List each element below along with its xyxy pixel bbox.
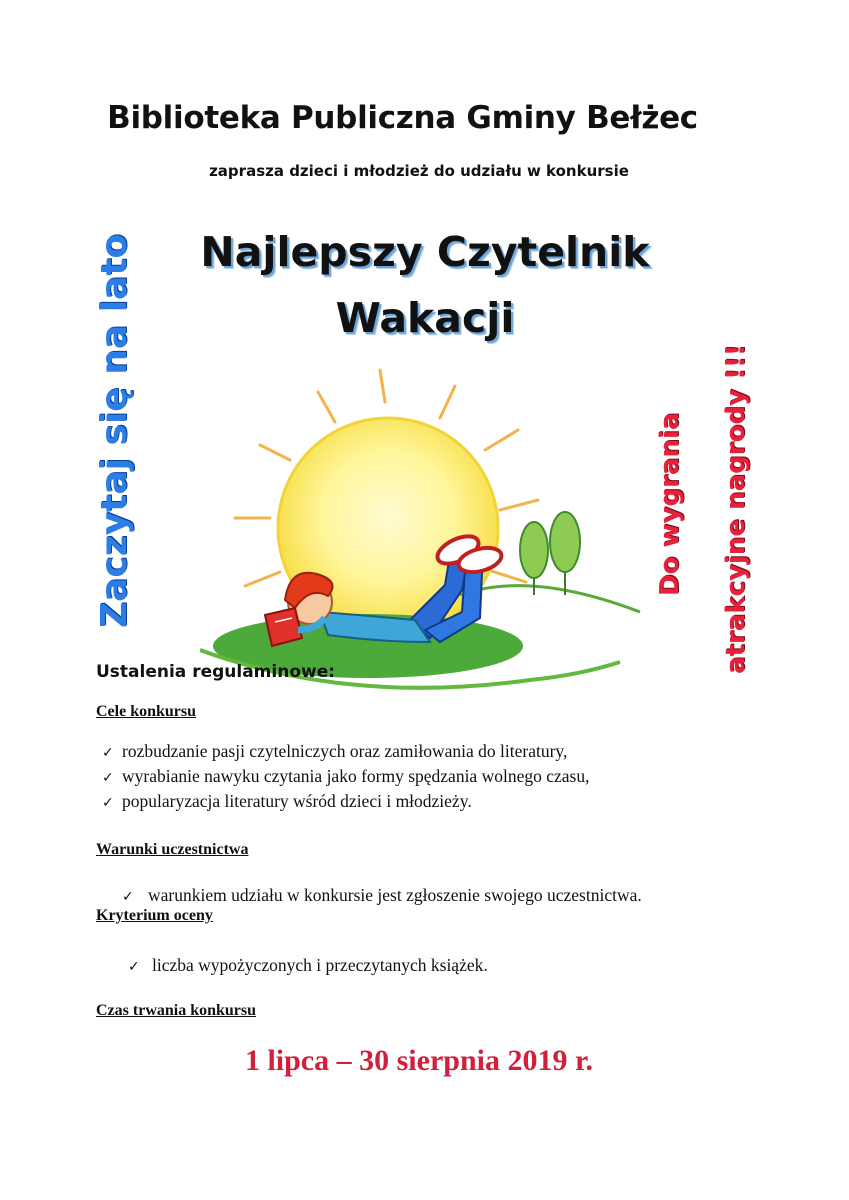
checkmark-icon: ✓ — [102, 770, 114, 786]
list-item: ✓ liczba wypożyczonych i przeczytanych książek. — [128, 954, 488, 979]
slogan-vertical: Zaczytaj się na lato — [94, 233, 135, 628]
checkmark-icon: ✓ — [128, 959, 140, 975]
list-item: ✓ rozbudzanie pasji czytelniczych oraz zamiłowania do literatury, — [102, 740, 589, 765]
tree-icon — [550, 512, 580, 595]
rules-intro: Ustalenia regulaminowe: — [96, 662, 336, 682]
prize-text-line2: atrakcyjne nagrody !!! — [721, 344, 751, 674]
library-name: Biblioteka Publiczna Gminy Bełżec — [107, 100, 698, 136]
conditions-list — [122, 884, 642, 909]
criteria-heading: Kryterium oceny — [96, 907, 213, 924]
invitation-subtitle: zaprasza dzieci i młodzież do udziału w konkursie — [209, 162, 629, 180]
contest-title-line2: Wakacji — [335, 294, 515, 342]
conditions-heading: Warunki uczestnictwa — [96, 841, 249, 858]
checkmark-icon: ✓ — [102, 795, 114, 811]
goals-list — [102, 740, 589, 815]
goals-heading: Cele konkursu — [96, 703, 197, 720]
criteria-list — [128, 954, 488, 979]
list-item: ✓ warunkiem udziału w konkursie jest zgłoszenie swojego uczestnictwa. — [122, 884, 642, 909]
duration-heading: Czas trwania konkursu — [96, 1002, 257, 1019]
checkmark-icon: ✓ — [102, 745, 114, 761]
list-item: ✓ popularyzacja literatury wśród dzieci i młodzieży. — [102, 790, 589, 815]
checkmark-icon: ✓ — [122, 889, 134, 905]
prize-text-line1: Do wygrania — [655, 412, 685, 596]
list-item: ✓ wyrabianie nawyku czytania jako formy spędzania wolnego czasu, — [102, 765, 589, 790]
contest-dates: 1 lipca – 30 sierpnia 2019 r. — [244, 1044, 594, 1077]
contest-title-line1: Najlepszy Czytelnik — [200, 228, 650, 276]
tree-icon — [520, 522, 548, 595]
reading-child-illustration — [200, 350, 645, 715]
